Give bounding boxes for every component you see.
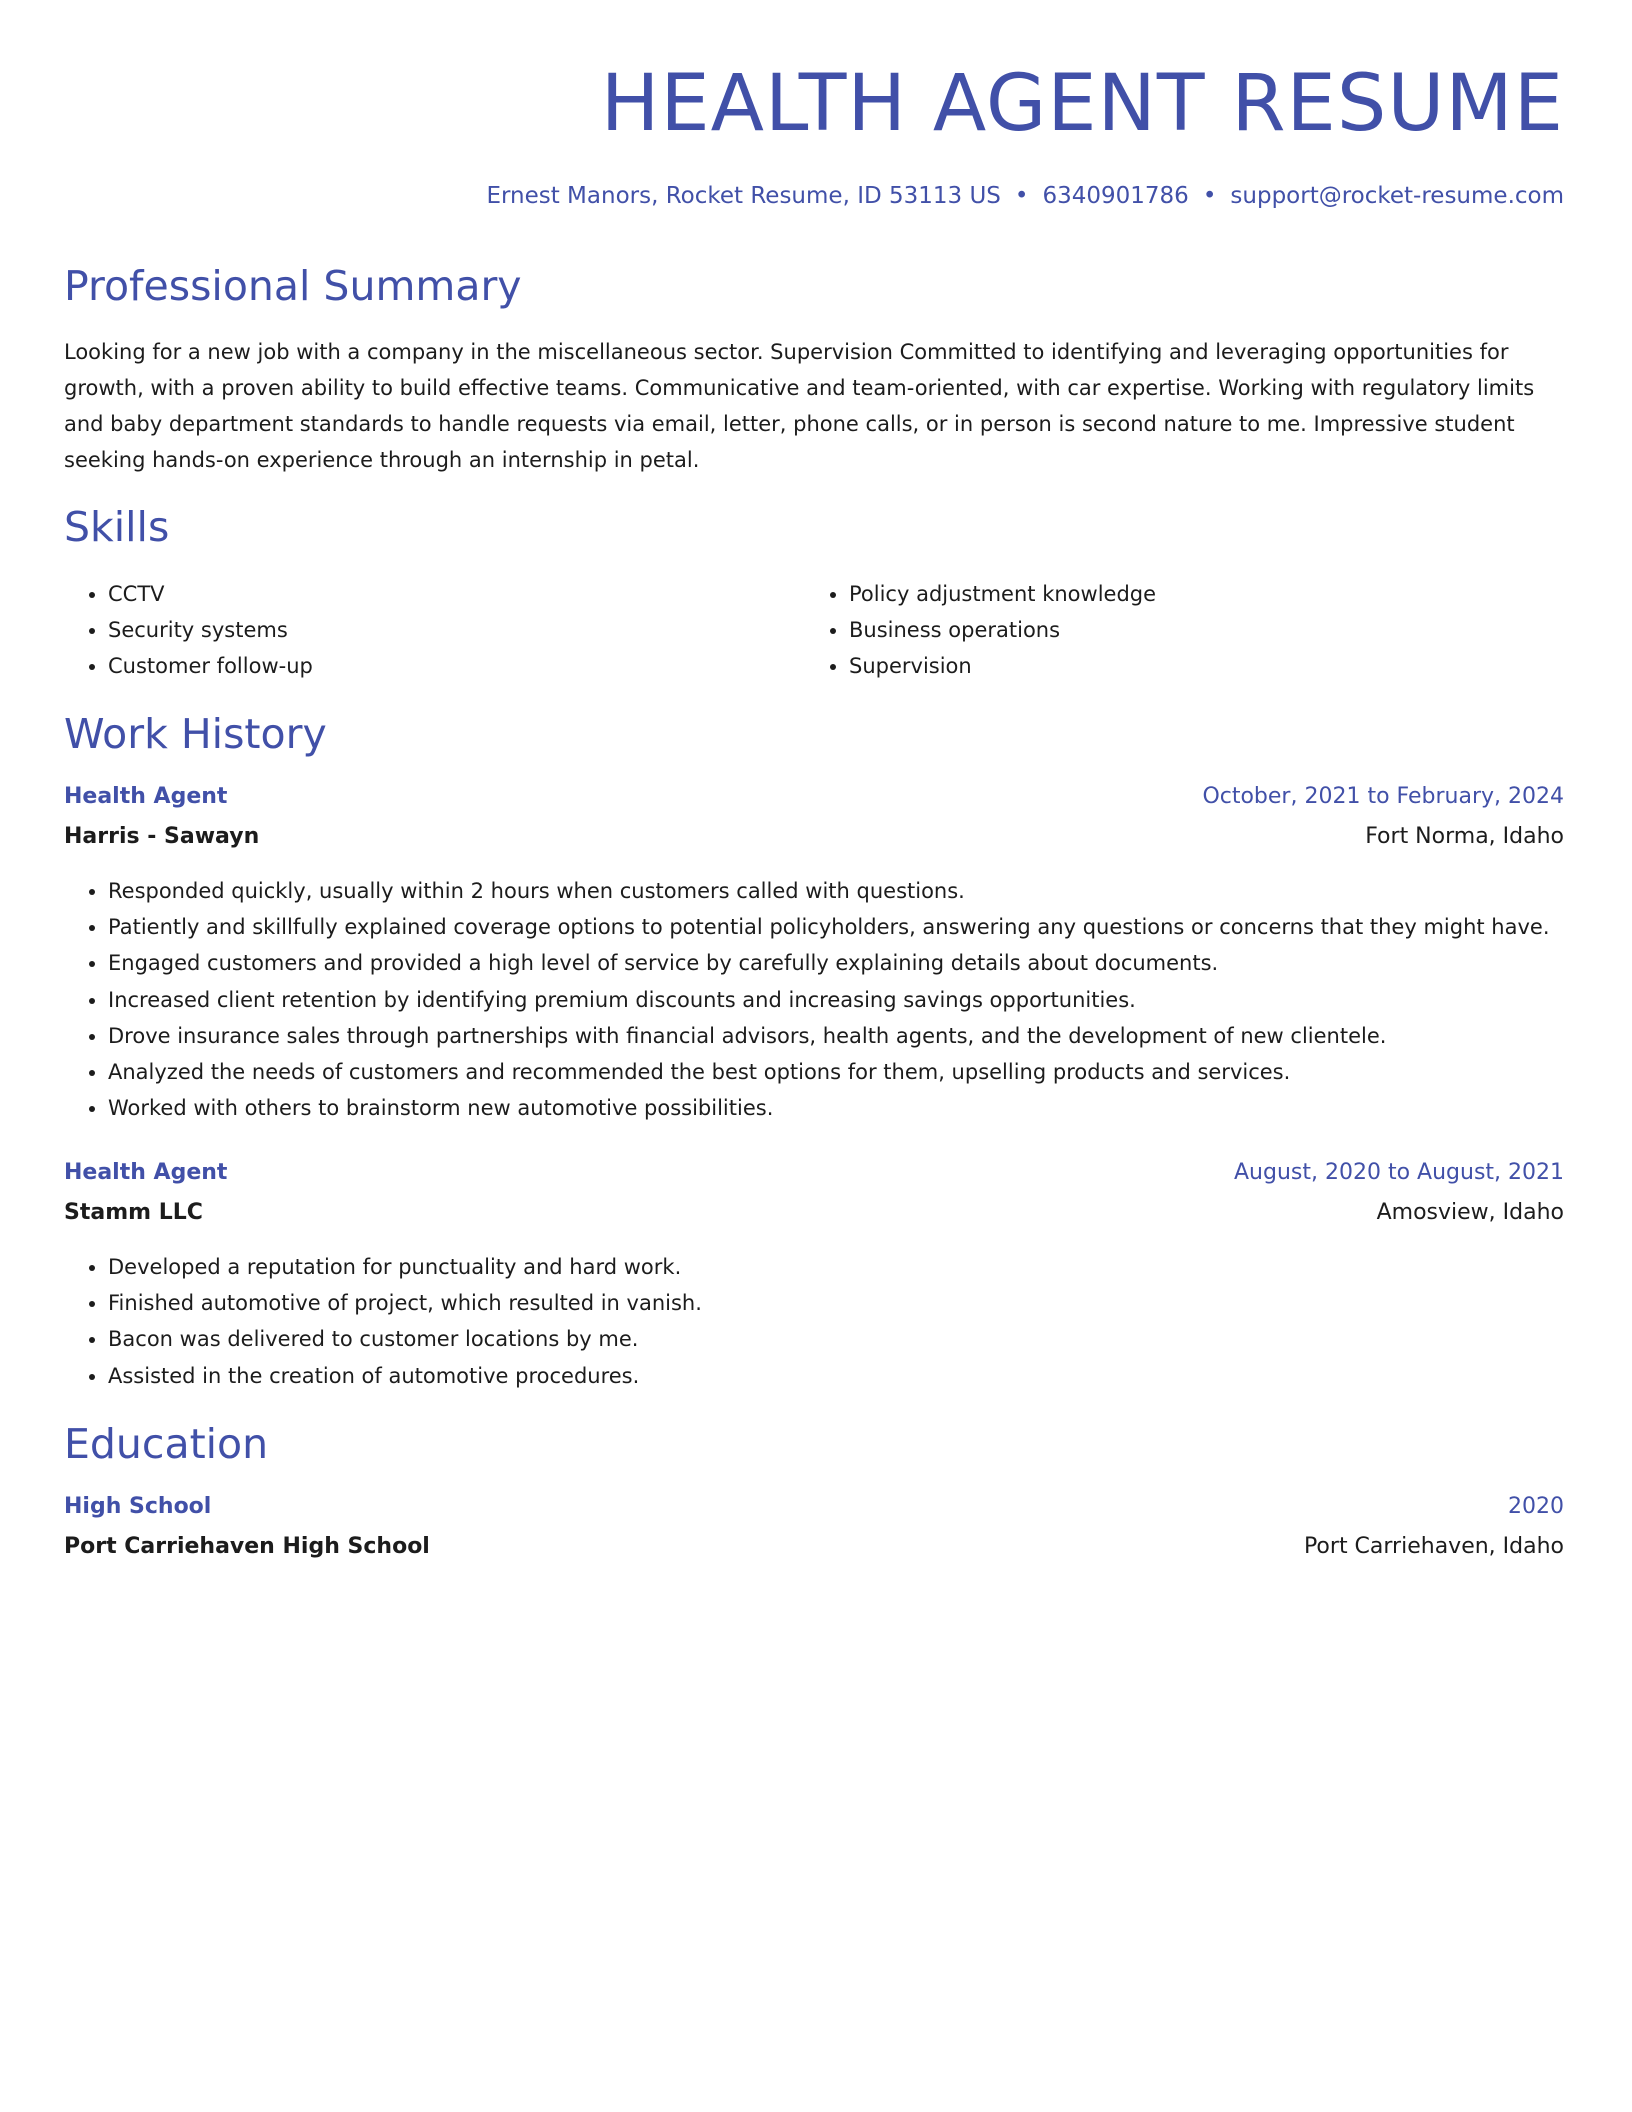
job-dates: October, 2021 to February, 2024 — [1202, 784, 1564, 809]
skill-item: • Business operations — [849, 612, 1156, 648]
job-role: Health Agent — [64, 784, 228, 809]
job-bullet: • Responded quickly, usually within 2 hours when customers called with questions. — [108, 873, 1564, 909]
education-location: Port Carriehaven, Idaho — [1303, 1534, 1564, 1559]
contact-separator: • — [1014, 183, 1029, 209]
job-role: Health Agent — [64, 1160, 228, 1185]
resume-title: HEALTH AGENT RESUME — [600, 59, 1564, 149]
education-degree: High School — [64, 1494, 212, 1519]
job-bullets — [64, 873, 1564, 1126]
job-dates: August, 2020 to August, 2021 — [1234, 1160, 1564, 1185]
summary-text: Looking for a new job with a company in the miscellaneous sector. Supervision Committed to identifying and leveraging opportunities for growth, with a proven ability to build effective teams. Communicative and team-oriented, with car expertise. Working with regulatory limits and baby department standards to handle requests via email, letter, phone calls, or in person is second nature to me. Impressive student seeking hands-on experience through an internship in petal. — [64, 340, 1535, 472]
contact-address: Ernest Manors, Rocket Resume, ID 53113 US — [486, 183, 1001, 209]
skills-column-right — [805, 576, 1156, 684]
job-company: Stamm LLC — [64, 1200, 203, 1225]
skill-item: • CCTV — [108, 576, 313, 612]
section-title-work-history: Work History — [64, 710, 327, 758]
skills-column-left — [64, 576, 313, 684]
job-bullet: • Finished automotive of project, which resulted in vanish. — [108, 1285, 1564, 1321]
education-school: Port Carriehaven High School — [64, 1534, 430, 1559]
skill-item: • Security systems — [108, 612, 313, 648]
skill-item: • Supervision — [849, 648, 1156, 684]
section-title-education: Education — [64, 1420, 269, 1468]
job-location: Fort Norma, Idaho — [1365, 824, 1564, 849]
job-location: Amosview, Idaho — [1376, 1200, 1564, 1225]
skill-item: • Policy adjustment knowledge — [849, 576, 1156, 612]
contact-email[interactable]: support@rocket-resume.com — [1230, 183, 1564, 209]
skill-item: • Customer follow-up — [108, 648, 313, 684]
job-bullet: • Assisted in the creation of automotive procedures. — [108, 1358, 1564, 1394]
job-bullet: • Engaged customers and provided a high level of service by carefully explaining details about documents. — [108, 945, 1564, 981]
job-bullet: • Drove insurance sales through partnerships with financial advisors, health agents, and the development of new clientele. — [108, 1018, 1564, 1054]
job-company: Harris - Sawayn — [64, 824, 260, 849]
section-title-summary: Professional Summary — [64, 262, 522, 310]
job-bullet: • Bacon was delivered to customer locations by me. — [108, 1321, 1564, 1357]
contact-phone: 6340901786 — [1042, 183, 1189, 209]
job-bullet: • Analyzed the needs of customers and recommended the best options for them, upselling products and services. — [108, 1054, 1564, 1090]
job-bullet: • Patiently and skillfully explained coverage options to potential policyholders, answering any questions or concerns that they might have. — [108, 909, 1564, 945]
education-year: 2020 — [1508, 1494, 1564, 1519]
contact-separator: • — [1202, 183, 1217, 209]
section-title-skills: Skills — [64, 503, 170, 551]
job-bullet: • Worked with others to brainstorm new automotive possibilities. — [108, 1090, 1564, 1126]
job-bullets — [64, 1249, 1564, 1394]
job-bullet: • Increased client retention by identifying premium discounts and increasing savings opportunities. — [108, 982, 1564, 1018]
contact-line — [486, 180, 1564, 212]
job-bullet: • Developed a reputation for punctuality and hard work. — [108, 1249, 1564, 1285]
